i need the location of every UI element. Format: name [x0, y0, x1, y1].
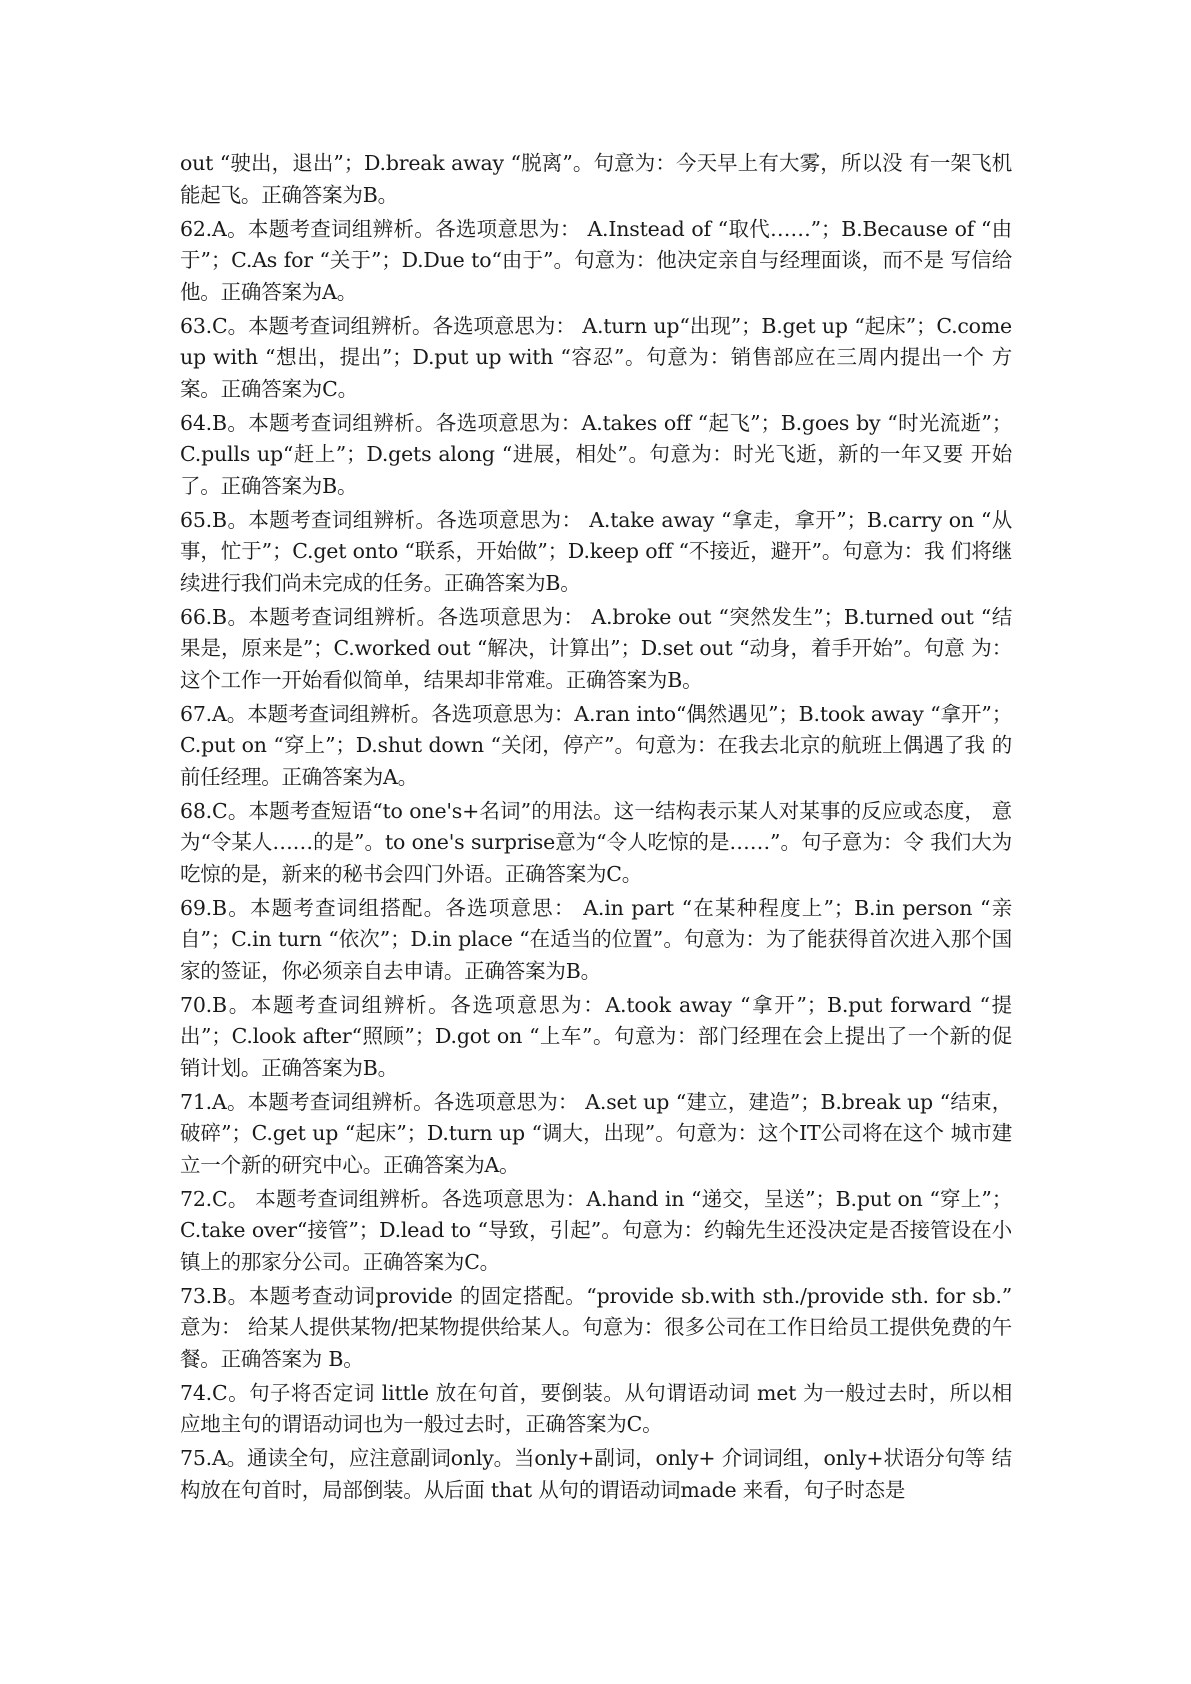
paragraph-q64: 64.B。本题考查词组辨析。各选项意思为：A.takes off “起飞”；B.goes by “时光流逝”；C.pulls up“赶上”；D.gets along “进展，相处”。句意为：时光飞逝，新的一年又要 开始了。正确答案为B。	[180, 410, 1012, 498]
answer-explanations	[180, 148, 1012, 1509]
paragraph-q67: 67.A。本题考查词组辨析。各选项意思为：A.ran into“偶然遇见”；B.took away “拿开”；C.put on “穿上”；D.shut down “关闭，停产”。句意为：在我去北京的航班上偶遇了我 的前任经理。正确答案为A。	[180, 701, 1012, 789]
paragraph-q72: 72.C。 本题考查词组辨析。各选项意思为：A.hand in “递交，呈送”；B.put on “穿上”；C.take over“接管”；D.lead to “导致，引起”。句意为：约翰先生还没决定是否接管设在小镇上的那家分公司。正确答案为C。	[180, 1186, 1012, 1274]
paragraph-q62: 62.A。本题考查词组辨析。各选项意思为： A.Instead of “取代……”；B.Because of “由 于”；C.As for “关于”；D.Due to“由于”。句意为：他决定亲自与经理面谈，而不是 写信给他。正确答案为A。	[180, 216, 1012, 304]
paragraph-q66: 66.B。本题考查词组辨析。各选项意思为： A.broke out “突然发生”；B.turned out “结 果是，原来是”；C.worked out “解决，计算出”；D.set out “动身，着手开始”。句意 为：这个工作一开始看似简单，结果却非常难。正确答案为B。	[180, 604, 1012, 692]
paragraph-q63: 63.C。本题考查词组辨析。各选项意思为： A.turn up“出现”；B.get up “起床”；C.come up with “想出，提出”；D.put up with “容忍”。句意为：销售部应在三周内提出一个 方案。正确答案为C。	[180, 313, 1012, 401]
paragraph-q70: 70.B。本题考查词组辨析。各选项意思为：A.took away “拿开”；B.put forward “提出”；C.look after“照顾”；D.got on “上车”。句意为：部门经理在会上提出了一个新的促 销计划。正确答案为B。	[180, 992, 1012, 1080]
paragraph-q71: 71.A。本题考查词组辨析。各选项意思为： A.set up “建立，建造”；B.break up “结束，破碎”；C.get up “起床”；D.turn up “调大，出现”。句意为：这个IT公司将在这个 城市建立一个新的研究中心。正确答案为A。	[180, 1089, 1012, 1177]
paragraph-q73: 73.B。本题考查动词provide 的固定搭配。“provide sb.with sth./provide sth. for sb.” 意为： 给某人提供某物/把某物提供给某人。句意为：很多公司在工作日给员工提供免费的午餐。正确答案为 B。	[180, 1283, 1012, 1371]
paragraph-q74: 74.C。句子将否定词 little 放在句首，要倒装。从句谓语动词 met 为一般过去时，所以相 应地主句的谓语动词也为一般过去时，正确答案为C。	[180, 1380, 1012, 1436]
paragraph-continued: out “驶出，退出”；D.break away “脱离”。句意为：今天早上有大雾，所以没 有一架飞机能起飞。正确答案为B。	[180, 151, 1012, 207]
paragraph-q65: 65.B。本题考查词组辨析。各选项意思为： A.take away “拿走，拿开”；B.carry on “从 事，忙于”；C.get onto “联系，开始做”；D.keep off “不接近，避开”。句意为：我 们将继续进行我们尚未完成的任务。正确答案为B。	[180, 507, 1012, 595]
paragraph-q75: 75.A。通读全句，应注意副词only。当only+副词，only+ 介词词组，only+状语分句等 结构放在句首时，局部倒装。从后面 that 从句的谓语动词made 来看，句子时态是	[180, 1446, 1012, 1502]
paragraph-q68: 68.C。本题考查短语“to one's+名词”的用法。这一结构表示某人对某事的反应或态度， 意为“令某人……的是”。to one's surprise意为“令人吃惊的是……”。句子意为：令 我们大为吃惊的是，新来的秘书会四门外语。正确答案为C。	[180, 798, 1012, 886]
paragraph-q69: 69.B。本题考查词组搭配。各选项意思： A.in part “在某种程度上”；B.in person “亲自”；C.in turn “依次”；D.in place “在适当的位置”。句意为：为了能获得首次进入那个国 家的签证，你必须亲自去申请。正确答案为B。	[180, 895, 1012, 983]
